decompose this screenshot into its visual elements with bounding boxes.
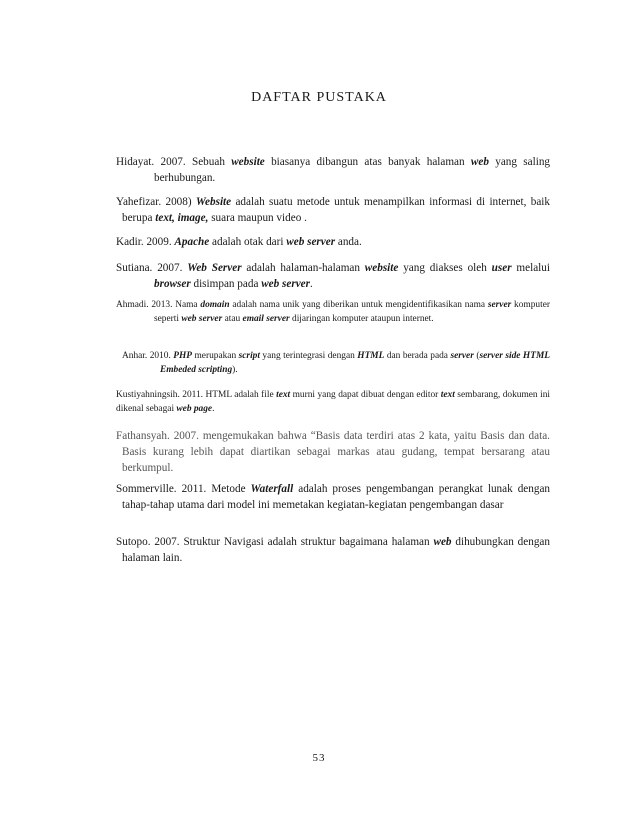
italic-term: web page	[176, 404, 213, 414]
italic-term: web	[433, 536, 452, 548]
reference-text: atau	[222, 314, 243, 324]
reference-author: Hidayat. 2007.	[116, 156, 186, 168]
reference-author: Sutopo. 2007.	[116, 536, 180, 548]
reference-text: adalah proses pengembangan perangkat lunak dengan tahap-tahap utama dari model ini memetakan kegiatan-kegiatan pengembangan dasar	[122, 483, 550, 511]
reference-author: Ahmadi. 2013.	[116, 300, 173, 310]
italic-term: website	[364, 262, 399, 274]
reference-text: Metode	[206, 483, 251, 495]
italic-term: Website	[195, 196, 232, 208]
italic-term: Web Server	[187, 262, 242, 274]
reference-text: yang saling berhubungan.	[154, 156, 551, 184]
reference-text: biasanya dibangun atas banyak halaman	[264, 156, 471, 168]
reference-entry	[116, 481, 550, 513]
reference-text: .	[212, 404, 215, 414]
italic-term: web server	[286, 236, 336, 248]
reference-text: anda.	[335, 236, 362, 248]
reference-author: Yahefizar. 2008)	[116, 196, 192, 208]
reference-text: komputer seperti	[154, 300, 550, 324]
reference-text: sembarang, dokumen ini dikenal sebagai	[116, 390, 550, 414]
italic-term: user	[491, 262, 512, 274]
italic-term: web server	[181, 314, 223, 324]
reference-entry	[116, 234, 550, 250]
reference-text: yang terintegrasi dengan	[259, 351, 358, 361]
reference-text: merupakan	[192, 351, 239, 361]
reference-text: adalah nama unik yang diberikan untuk mengidentifikasikan nama	[229, 300, 488, 310]
reference-text: disimpan pada	[190, 278, 262, 290]
reference-author: Sommerville. 2011.	[116, 483, 207, 495]
reference-text: dihubungkan dengan halaman lain.	[122, 536, 550, 564]
reference-text: yang diakses oleh	[398, 262, 492, 274]
reference-text: Struktur Navigasi adalah struktur bagaimana halaman	[179, 536, 434, 548]
reference-text: .	[310, 278, 313, 290]
italic-term: browser	[154, 278, 191, 290]
reference-author: Kadir. 2009.	[116, 236, 172, 248]
italic-term: domain	[200, 300, 230, 310]
reference-text: suara maupun video .	[208, 212, 307, 224]
reference-text: ).	[232, 365, 238, 375]
reference-text: dijaringan komputer ataupun internet.	[289, 314, 434, 324]
reference-entry	[116, 388, 550, 416]
reference-text: HTML adalah file	[203, 390, 277, 400]
italic-term: Apache	[174, 236, 210, 248]
reference-text: Nama	[172, 300, 201, 310]
italic-term: PHP	[173, 351, 193, 361]
reference-entry	[116, 260, 550, 292]
reference-text: adalah otak dari	[209, 236, 287, 248]
italic-term: web	[470, 156, 489, 168]
reference-entry	[116, 154, 550, 186]
italic-term: server side HTML Embeded scripting	[160, 351, 551, 375]
reference-text: murni yang dapat dibuat dengan editor	[290, 390, 441, 400]
page-number: 53	[312, 752, 326, 764]
reference-entry	[116, 194, 550, 226]
italic-term: text	[440, 390, 455, 400]
reference-text: dan berada pada	[384, 351, 451, 361]
reference-text: Sebuah	[185, 156, 232, 168]
reference-text: adalah halaman-halaman	[241, 262, 365, 274]
reference-author: Fathansyah. 2007.	[116, 430, 199, 442]
italic-term: text, image,	[155, 212, 209, 224]
page-title: DAFTAR PUSTAKA	[251, 90, 387, 105]
italic-term: text	[276, 390, 291, 400]
reference-author: Sutiana. 2007.	[116, 262, 183, 274]
italic-term: Waterfall	[250, 483, 294, 495]
reference-text: mengemukakan bahwa “Basis data terdiri atas 2 kata, yaitu Basis dan data. Basis kurang lebih dapat diartikan sebagai markas atau gudang, tempat bersarang atau berkumpul.	[122, 430, 550, 474]
reference-entry	[122, 349, 550, 377]
reference-text: (	[473, 351, 480, 361]
italic-term: website	[231, 156, 265, 168]
reference-author: Anhar. 2010.	[122, 351, 171, 361]
italic-term: server	[487, 300, 512, 310]
reference-entry	[116, 428, 550, 476]
reference-entry	[116, 298, 550, 326]
reference-entry	[116, 534, 550, 566]
italic-term: email server	[242, 314, 290, 324]
italic-term: script	[238, 351, 260, 361]
reference-text: melalui	[511, 262, 550, 274]
italic-term: server	[450, 351, 474, 361]
reference-text: adalah suatu metode untuk menampilkan informasi di internet, baik berupa	[122, 196, 550, 224]
reference-author: Kustiyahningsih. 2011.	[116, 390, 204, 400]
italic-term: web server	[261, 278, 310, 290]
italic-term: HTML	[357, 351, 385, 361]
